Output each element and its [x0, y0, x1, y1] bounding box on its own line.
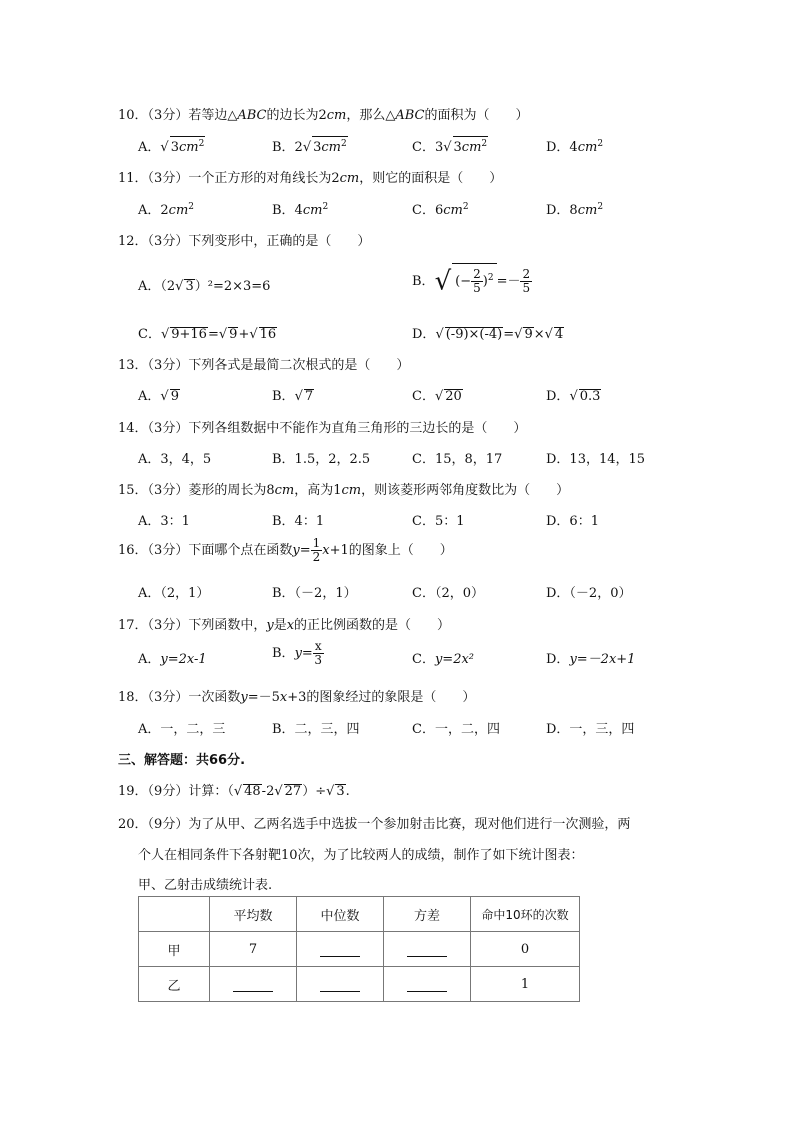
option-label: C． — [138, 327, 161, 342]
q14-option-a: A．3，4，5 — [138, 452, 212, 467]
option-label: C．6 — [412, 203, 444, 218]
table-header-cell: 命中10环的次数 — [471, 897, 580, 932]
radicand: 9 — [229, 327, 238, 342]
q13-option-b: B．√ 7 — [272, 389, 314, 404]
numerator: x — [314, 639, 322, 653]
q10-text: 的面积为（ ） — [424, 108, 529, 123]
q10-option-a: A．√ $3cm^2$ — [138, 136, 205, 155]
q10-text: ，那么△ — [346, 108, 396, 123]
q15-text: ，则该菱形两邻角度数比为（ ） — [361, 483, 570, 498]
operator: × — [533, 327, 545, 342]
question-18 — [118, 686, 475, 705]
q10-var: ABC — [237, 108, 267, 123]
q16-option-b: B．（－2，1） — [272, 586, 357, 601]
q10-option-d: D．$4cm^2$ — [546, 139, 604, 155]
radicand: 4 — [554, 327, 564, 342]
question-16 — [118, 537, 453, 564]
median-blank[interactable] — [297, 932, 384, 967]
radicand: 48 — [244, 784, 261, 799]
q11-option-b: B．$4cm^2$ — [272, 202, 329, 218]
q10-option-b: B．2√ $3cm^2$ — [272, 136, 348, 155]
operator: = — [207, 327, 219, 342]
option-label: B． — [272, 646, 295, 661]
q19-stem: 19．（9分）计算：（ — [118, 784, 234, 799]
option-label: A． — [138, 652, 161, 667]
q18-text: +3的图象经过的象限是（ ） — [287, 690, 476, 705]
option-label: C． — [412, 652, 435, 667]
radicand: 9+16 — [171, 327, 207, 342]
q13-stem: 13．（3分）下列各式是最简二次根式的是（ ） — [118, 358, 410, 373]
q19-text: . — [345, 784, 350, 799]
q17-var: x — [286, 618, 295, 633]
denominator: 3 — [314, 653, 323, 667]
radicand: 20 — [445, 389, 462, 404]
q16-option-c: C．（2，0） — [412, 586, 484, 601]
q17-option-b — [272, 640, 324, 667]
q15-unit: cm — [274, 483, 295, 498]
option-label: C． — [412, 389, 435, 404]
table-header-cell: 平均数 — [210, 897, 297, 932]
option-label: B．2 — [272, 140, 303, 155]
question-15 — [118, 479, 569, 498]
table-header-cell: 方差 — [384, 897, 471, 932]
q15-unit: cm — [341, 483, 362, 498]
radicand: 7 — [304, 389, 314, 404]
q17-option-a — [138, 648, 207, 667]
mean-blank[interactable] — [210, 967, 297, 1002]
q18-option-c: C．一，二，四 — [412, 722, 500, 737]
q15-option-d: D．6：1 — [546, 514, 599, 529]
option-label: A． — [138, 389, 161, 404]
q13-option-a: A．√ 9 — [138, 389, 179, 404]
q11-option-d: D．$8cm^2$ — [546, 202, 604, 218]
option-label: B． — [272, 389, 295, 404]
q17-text: 的正比例函数的是（ ） — [294, 618, 451, 633]
expression: y=2x² — [434, 652, 475, 667]
question-10 — [118, 104, 529, 123]
operator: ）÷ — [302, 784, 327, 799]
expression: y= — [294, 646, 313, 661]
q13-option-c: C．√ 20 — [412, 389, 462, 404]
q11-unit: cm — [339, 171, 360, 186]
q18-var: x — [279, 690, 288, 705]
option-label: D．8 — [546, 203, 578, 218]
option-label: B．4 — [272, 203, 303, 218]
question-12 — [118, 230, 370, 249]
q18-text: =－5 — [247, 690, 280, 705]
option-label: D． — [546, 389, 570, 404]
q16-text: +1的图象上（ ） — [329, 543, 453, 558]
option-text: ）²=2×3=6 — [194, 279, 271, 294]
q10-stem: 10．（3分）若等边△ — [118, 108, 238, 123]
expression: y=－2x+1 — [569, 652, 636, 667]
option-label: A．2 — [138, 203, 169, 218]
q11-stem: 11．（3分）一个正方形的对角线长为2 — [118, 171, 340, 186]
q12-option-a: A．（2√ 3）²=2×3=6 — [138, 279, 271, 294]
q18-option-d: D．一，三，四 — [546, 722, 635, 737]
q10-text: 的边长为2 — [266, 108, 327, 123]
hits-cell: 0 — [471, 932, 580, 967]
table-header-cell: 中位数 — [297, 897, 384, 932]
option-label: D． — [546, 652, 570, 667]
q17-option-c — [412, 648, 474, 667]
mean-cell: 7 — [210, 932, 297, 967]
median-blank[interactable] — [297, 967, 384, 1002]
question-11 — [118, 167, 502, 186]
q17-stem: 17．（3分）下列函数中， — [118, 618, 267, 633]
row-label: 甲 — [139, 932, 210, 967]
q16-var: x — [322, 543, 330, 558]
denominator: 2 — [312, 550, 321, 564]
table-row — [139, 967, 580, 1002]
q12-stem: 12．（3分）下列变形中，正确的是（ ） — [118, 234, 371, 249]
radicand: 3 — [336, 784, 345, 799]
question-20-line-1: 20．（9分）为了从甲、乙两名选手中选拔一个参加射击比赛，现对他们进行一次测验，两 — [118, 817, 631, 832]
q16-option-d: D．（－2，0） — [546, 586, 632, 601]
table-header-cell — [139, 897, 210, 932]
question-19: 19．（9分）计算：（√ 48-2√ 27）÷√ 3. — [118, 784, 350, 799]
q15-option-c: C．5：1 — [412, 514, 465, 529]
q17-var: y — [266, 618, 274, 633]
operator: = — [503, 327, 515, 342]
q12-option-b: B．√ (− $\frac{2}{5}$ )$^2$ =－ $\frac{2}{5}$ — [412, 263, 532, 297]
radicand: 9 — [524, 327, 533, 342]
q17-text: 是 — [273, 618, 287, 633]
section-heading: 三、解答题：共66分. — [118, 753, 246, 768]
expression: y=2x-1 — [160, 652, 207, 667]
question-14 — [118, 417, 526, 436]
row-label: 乙 — [139, 967, 210, 1002]
q16-option-a: A．（2，1） — [138, 586, 210, 601]
q10-option-c: C．3√ $3cm^2$ — [412, 136, 488, 155]
q18-stem: 18．（3分）一次函数 — [118, 690, 241, 705]
denominator: 5 — [473, 281, 481, 295]
option-label: D． — [412, 327, 436, 342]
q18-var: y — [240, 690, 248, 705]
q15-option-b: B．4：1 — [272, 514, 325, 529]
variance-blank[interactable] — [384, 967, 471, 1002]
q11-option-c: C．$6cm^2$ — [412, 202, 469, 218]
score-table — [138, 896, 580, 1002]
option-label: B． — [412, 274, 435, 289]
q12-option-d: D．√ (-9)×(-4)=√ 9×√ 4 — [412, 327, 564, 342]
option-label: C．3 — [412, 140, 444, 155]
option-label: A．（2 — [138, 279, 176, 294]
operator: + — [238, 327, 250, 342]
q11-text: ，则它的面积是（ ） — [359, 171, 503, 186]
radicand: (-9)×(-4) — [445, 327, 503, 342]
variance-blank[interactable] — [384, 932, 471, 967]
question-20-line-3: 甲、乙射击成绩统计表. — [138, 878, 273, 893]
question-17 — [118, 614, 450, 633]
q15-text: ，高为1 — [294, 483, 342, 498]
operator: = — [299, 543, 311, 558]
hits-cell: 1 — [471, 967, 580, 1002]
radicand: 9 — [170, 389, 179, 404]
operator: -2 — [261, 784, 275, 799]
radicand: 16 — [259, 327, 277, 342]
q15-stem: 15．（3分）菱形的周长为8 — [118, 483, 275, 498]
q11-option-a: A．$2cm^2$ — [138, 202, 195, 218]
q14-option-d: D．13，14，15 — [546, 452, 646, 467]
q18-option-b: B．二，三，四 — [272, 722, 360, 737]
q10-var: ABC — [395, 108, 425, 123]
radicand: 3 — [185, 279, 194, 294]
q14-option-b: B．1.5，2，2.5 — [272, 452, 371, 467]
radicand: 27 — [284, 784, 302, 799]
q14-option-c: C．15，8，17 — [412, 452, 503, 467]
q17-option-d — [546, 648, 635, 667]
q10-unit: cm — [326, 108, 347, 123]
option-label: D．4 — [546, 140, 578, 155]
option-label: A． — [138, 140, 161, 155]
radicand: 0.3 — [579, 389, 601, 404]
q12-option-c: C．√ 9+16=√ 9+√ 16 — [138, 327, 277, 342]
q15-option-a: A．3：1 — [138, 514, 190, 529]
table-header-row — [139, 897, 580, 932]
q16-var: y — [292, 543, 300, 558]
q16-stem: 16．（3分）下面哪个点在函数 — [118, 543, 293, 558]
question-20-line-2: 个人在相同条件下各射靶10次，为了比较两人的成绩，制作了如下统计图表： — [138, 848, 584, 863]
q13-option-d: D．√ 0.3 — [546, 389, 601, 404]
numerator: 1 — [312, 536, 321, 550]
q18-option-a: A．一，二，三 — [138, 722, 226, 737]
option-text: =－ — [496, 274, 521, 289]
table-row — [139, 932, 580, 967]
numerator: 2 — [473, 267, 481, 281]
question-13 — [118, 354, 409, 373]
q14-stem: 14．（3分）下列各组数据中不能作为直角三角形的三边长的是（ ） — [118, 421, 527, 436]
